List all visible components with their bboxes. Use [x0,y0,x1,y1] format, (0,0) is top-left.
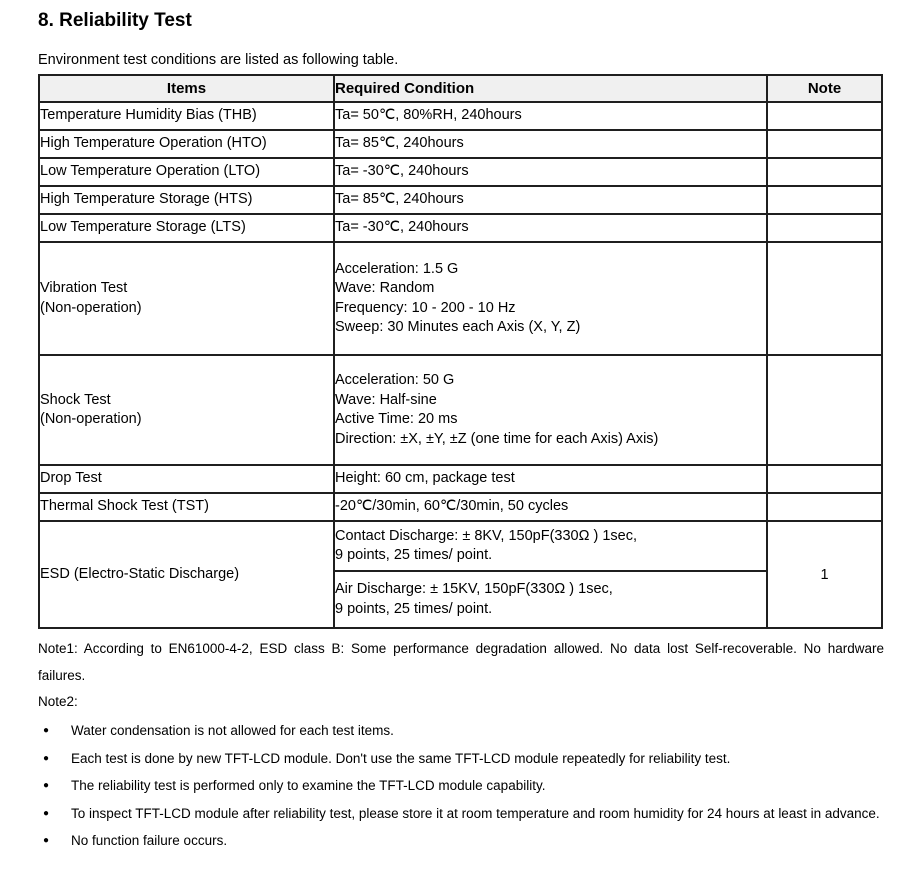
item-line: (Non-operation) [40,299,142,316]
item-cell: Low Temperature Storage (LTS) [39,214,334,242]
condition-cell: Ta= -30℃, 240hours [334,158,767,186]
note-cell [767,493,882,521]
item-line: (Non-operation) [40,411,142,427]
table-row-thb [39,102,882,130]
condition-cell: Ta= 85℃, 240hours [334,186,767,214]
note-cell [767,214,882,242]
table-row-hts [39,186,882,214]
item-cell [39,355,334,465]
item-cell: High Temperature Operation (HTO) [39,130,334,158]
note-cell [767,465,882,493]
condition-line: Frequency: 10 - 200 - 10 Hz [335,299,516,316]
table-row-hto [39,130,882,158]
item-cell: ESD (Electro-Static Discharge) [39,521,334,628]
column-header-condition: Required Condition [334,75,767,102]
bullet-text: Each test is done by new TFT-LCD module. Don't use the same TFT-LCD module repeatedly for reliability test. [71,750,731,766]
condition-line: Wave: Half-sine [335,391,437,408]
table-row-vibration [39,242,882,355]
condition-line: 9 points, 25 times/ point. [335,547,493,563]
item-cell: Temperature Humidity Bias (THB) [39,102,334,130]
note-cell [767,355,882,465]
condition-line: Air Discharge: ± 15KV, 150pF(330Ω ) 1sec, [335,581,613,597]
column-header-items: Items [39,75,334,102]
bullet-icon: ● [43,752,50,764]
list-item [38,827,884,855]
bullet-icon: ● [43,725,50,736]
condition-line: 9 points, 25 times/ point. [335,600,493,617]
condition-cell: Ta= 50℃, 80%RH, 240hours [334,102,767,130]
table-row-esd-contact [39,521,882,571]
list-item [38,717,884,745]
item-line: Vibration Test [40,280,128,296]
condition-cell [334,355,767,465]
condition-line: Acceleration: 50 G [335,372,455,388]
list-item [38,800,884,828]
table-header-row [39,75,882,102]
section-title: 8. Reliability Test [38,10,192,31]
condition-cell: -20℃/30min, 60℃/30min, 50 cycles [334,493,767,521]
note-cell [767,102,882,130]
bullet-text: No function failure occurs. [71,833,228,848]
bullet-icon: ● [43,807,50,819]
table-row-lts [39,214,882,242]
condition-cell: Ta= 85℃, 240hours [334,130,767,158]
condition-cell [334,521,767,571]
table-row-drop [39,465,882,493]
note-cell [767,186,882,214]
condition-line: Contact Discharge: ± 8KV, 150pF(330Ω ) 1sec, [335,527,637,544]
item-cell [39,242,334,355]
item-cell: Thermal Shock Test (TST) [39,493,334,521]
intro-text: Environment test conditions are listed as following table. [38,52,399,68]
bullet-text: To inspect TFT-LCD module after reliability test, please store it at room temperature and room humidity for 24 hours at least in advance. [71,805,880,821]
note1-text: Note1: According to EN61000-4-2, ESD class B: Some performance degradation allowed. No data lost Self-recoverable. No hardware failures. [38,641,884,683]
item-cell: High Temperature Storage (HTS) [39,186,334,214]
condition-line: Acceleration: 1.5 G [335,260,459,277]
bullet-icon: ● [43,835,50,846]
condition-cell: Ta= -30℃, 240hours [334,214,767,242]
table-row-tst [39,493,882,521]
table-row-lto [39,158,882,186]
condition-cell [334,571,767,628]
notes-bullet-list [38,717,884,855]
note-cell [767,158,882,186]
table-row-shock [39,355,882,465]
item-cell: Low Temperature Operation (LTO) [39,158,334,186]
list-item [38,745,884,773]
reliability-test-table [38,74,883,629]
condition-line: Direction: ±X, ±Y, ±Z (one time for each Axis) Axis) [335,430,659,447]
condition-cell: Height: 60 cm, package test [334,465,767,493]
bullet-icon: ● [43,780,50,791]
item-cell: Drop Test [39,465,334,493]
note-cell [767,242,882,355]
condition-line: Wave: Random [335,280,435,296]
list-item [38,772,884,800]
bullet-text: The reliability test is performed only to examine the TFT-LCD module capability. [71,778,546,793]
bullet-text: Water condensation is not allowed for each test items. [71,723,394,738]
note-cell [767,130,882,158]
condition-line: Sweep: 30 Minutes each Axis (X, Y, Z) [335,319,581,335]
condition-line: Active Time: 20 ms [335,411,458,427]
condition-cell [334,242,767,355]
item-line: Shock Test [40,391,111,408]
column-header-note: Note [767,75,882,102]
note2-label: Note2: [38,694,78,709]
note-cell: 1 [767,521,882,628]
